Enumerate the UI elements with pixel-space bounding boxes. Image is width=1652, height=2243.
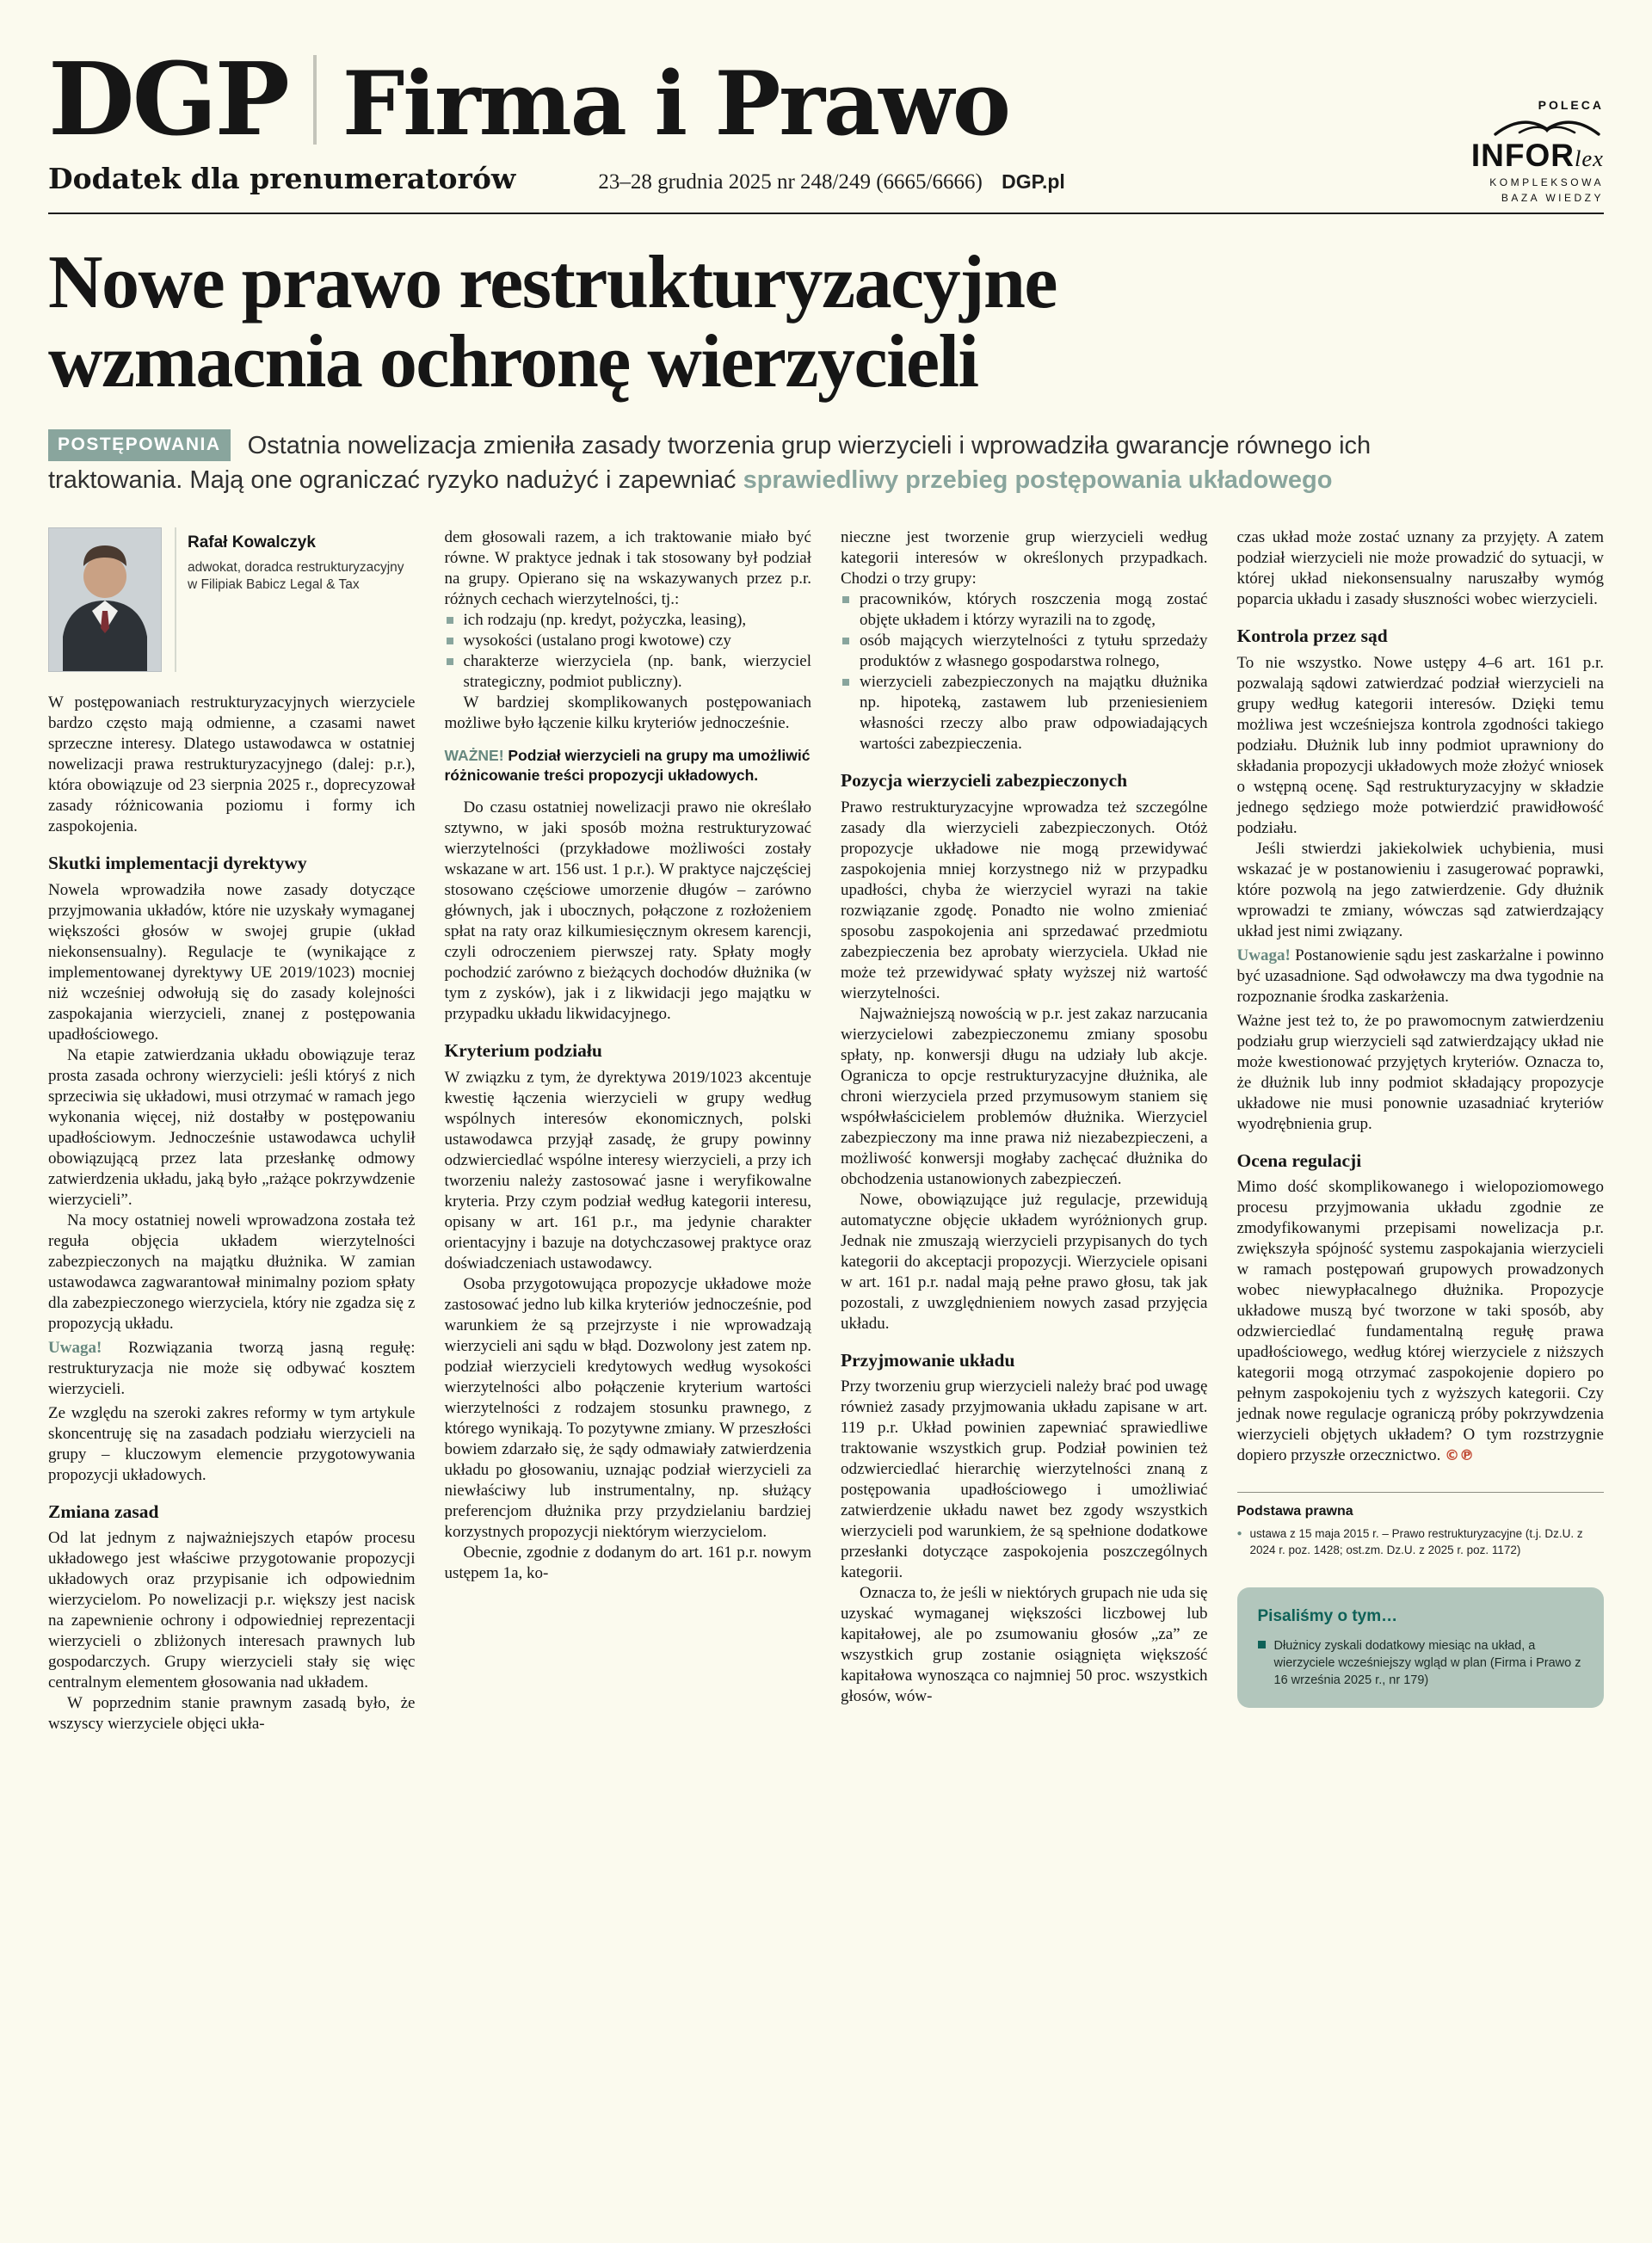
infor-wordmark: INFOR (1470, 138, 1575, 174)
article-paragraph (1237, 946, 1605, 1008)
article-column-blocks (48, 693, 416, 1735)
article-paragraph (445, 1274, 812, 1543)
article-paragraph (48, 1693, 416, 1735)
article-paragraph (1237, 1177, 1605, 1466)
bullet-list-item (841, 631, 1208, 672)
article-paragraph (48, 1211, 416, 1334)
article-paragraph (48, 1528, 416, 1693)
box-bullet-square-icon (1258, 1641, 1266, 1648)
legal-basis-title: Podstawa prawna (1236, 1504, 1353, 1519)
paragraph-text: Podział wierzycieli na grupy ma umożliwić różnicowanie treści propozycji układowych. (444, 746, 811, 784)
article-paragraph (445, 693, 812, 734)
author-meta (175, 527, 416, 672)
paragraph-text: Nowe, obowiązujące już regulacje, przewidują automatyczne objęcie układem wyróżnionych grup. Jednak nie zmuszają wierzycieli przypisanych do tych kategorii do akceptacji propozycji. Wierzyciele opisani w art. 161 p.r. nadal mają pełne prawo głosu, tak jak pozostali, z uwzględnieniem nowych zasad przyjęcia układu. (841, 1190, 1208, 1333)
paragraph-text: Na mocy ostatniej noweli wprowadzona została też reguła objęcia układem wierzytelności zabezpieczonych na majątku dłużnika. W zamian ustawodawca zagwarantował minimalny poziom spłaty dla zabezpieczonego wierzyciela, który nie zgadza się z propozycją układu. (48, 1211, 416, 1333)
issue-date: 23–28 grudnia 2025 nr 248/249 (6665/6666) (598, 170, 983, 194)
article-subhead: Kontrola przez sąd (1236, 625, 1388, 646)
paragraph-text: dem głosowali razem, a ich traktowanie miało być równe. W praktyce jednak i tak stosowany był podział na grupy. Opierano się na wskazywanych przez p.r. różnych cechach wierzytelności, tj.: (444, 527, 811, 608)
article-paragraph (1237, 839, 1605, 942)
bullet-text: ich rodzaju (np. kredyt, pożyczka, leasing), (463, 610, 747, 629)
paragraph-text: Postanowienie sądu jest zaskarżalne i powinno być uzasadnione. Sąd odwoławczy ma dwa tygodnie na rozpoznanie środka zaskarżenia. (1236, 946, 1604, 1006)
bullet-text: wysokości (ustalano progi kwotowe) czy (463, 631, 731, 650)
paragraph-text: Prawo restrukturyzacyjne wprowadza też szczególne zasady dla wierzycieli zabezpieczonych. Otóż propozycje układowe nie mogą przewidywać zaspokojenia mniej korzystnego niż w przypadku upadłości, chyba że wierzyciel wyrazi na takie rozwiązanie zgodę. Ponadto nie wolno zmieniać sposobu zaspokojenia ani sprzedawać przedmiotu zabezpieczenia bez aprobaty wierzyciela. Układ nie może też przewidywać spłaty wyższej niż wartość wierzytelności. (841, 798, 1208, 1002)
headline: Nowe prawo restrukturyzacyjne wzmacnia ochronę wierzycieli (48, 241, 1057, 404)
lead-text: Ostatnia nowelizacja zmieniła zasady tworzenia grup wierzycieli i wprowadziła gwarancje równego ich traktowania. Mają one ograniczać ryzyko nadużyć i zapewniać (48, 431, 1372, 495)
masthead-subrow (48, 162, 1184, 195)
inforlex-logo (1389, 139, 1604, 173)
bullet-text: osób mających wierzytelności z tytułu sprzedaży produktów z własnego gospodarstwa rolnego, (860, 631, 1208, 670)
article-paragraph (1237, 653, 1605, 839)
paragraph-text: W postępowaniach restrukturyzacyjnych wierzyciele bardzo często mają odmienne, a czasami nawet sprzeczne interesy. Dlatego ustawodawca w ostatniej nowelizacji prawa restrukturyzacyjnego (dalej: p.r.), która obowiązuje od 23 sierpnia 2025 r., doprecyzował zasady różnicowania poziomu i formy ich zaspokojenia. (48, 693, 416, 835)
lead-highlight: sprawiedliwy przebieg postępowania układowego (743, 466, 1333, 495)
related-article-box (1237, 1587, 1605, 1708)
article-paragraph (841, 1004, 1208, 1190)
paragraph-text: nieczne jest tworzenie grup wierzycieli według kategorii interesów w określonych przypadkach. Chodzi o trzy grupy: (841, 527, 1208, 588)
bullet-list-item (445, 631, 812, 651)
legal-basis-item (1237, 1526, 1605, 1557)
paragraph-text: Mimo dość skomplikowanego i wielopoziomowego procesu przyjmowania układu zgodnie ze zmodyfikowanymi przepisami nowelizacja p.r. zwiększyła spójność systemu zaspokajania wierzycieli w ramach postępowań grupowych prowadzonych wobec niewypłacalnego dłużnika. Propozycje układowe muszą być tworzone w taki sposób, aby odzwierciedlać fundamentalną regułę prawa upadłościowego, według której wierzyciele z niższych kategorii mogą otrzymać zaspokojenie dopiero po pełnym zaspokojeniu tych z wyższych kategorii. Czy jednak nowe regulacje ograniczą próby pokrzywdzenia wierzycieli objętych układem? O tym rozstrzygnie dopiero przyszłe orzecznictwo. (1236, 1178, 1604, 1465)
article-column (48, 527, 416, 1735)
tagline-line2: BAZA WIEDZY (1501, 191, 1604, 204)
legal-basis (1237, 1492, 1605, 1557)
author-role: adwokat, doradca restrukturyzacyjny w Filipiak Babicz Legal & Tax (188, 559, 404, 593)
bullet-text: charakterze wierzyciela (np. bank, wierzyciel strategiczny, podmiot publiczny). (463, 651, 811, 691)
article-column (445, 527, 812, 1735)
emphasis-label: Uwaga! (48, 1338, 102, 1357)
paragraph-text: To nie wszystko. Nowe ustępy 4–6 art. 161 p.r. pozwalają sądowi zatwierdzać podział wierzycieli na grupy według kategorii interesów. Dzięki temu możliwa jest wcześniejsza kontrola zgodności takiego podziału. Dłużnik lub inny podmiot uprawniony do składania propozycji układowych może złożyć wniosek o wstępną ocenę. Sąd restrukturyzacyjny w składzie jednego sędziego może potwierdzić prawidłowość podziału. (1236, 653, 1604, 837)
inforlex-promo (1389, 98, 1604, 206)
article-subhead: Kryterium podziału (444, 1039, 602, 1061)
paragraph-text: Na etapie zatwierdzania układu obowiązuje teraz prosta zasada ochrony wierzycieli: jeśli któryś z nich sprzeciwia się układowi, musi otrzymać w ramach jego wykonania więcej, niż dostałby w postępowaniu upadłościowym. Jednocześnie ustawodawca uchylił obowiązującą przez lata przesłankę odmowy zatwierdzenia układu, jaką było „rażące pokrzywdzenie wierzycieli”. (48, 1045, 416, 1209)
issue-info (598, 170, 1064, 194)
paragraph-text: Osoba przygotowująca propozycje układowe może zastosować jedno lub kilka kryteriów jednocześnie, pod warunkiem że są przejrzyste i nie wprowadzają wierzycieli ani sądu w błąd. Dozwolony jest zatem np. podział wierzycieli kredytowych według wysokości wierzytelności albo połączenie kryterium wartości wierzytelności z rodzajem stosunku prawnego, z którego wynikają. To pozytywne zmiany. W przeszłości bowiem zdarzało się, że sądy odmawiały zatwierdzenia układu po głosowaniu, uznając podział wierzycieli za niewłaściwy lub instrumentalny, np. służący preferencjom dłużnika przy przydzielaniu bardziej korzystnych propozycji niektórym wierzycielom. (444, 1274, 811, 1541)
article-subhead: Zmiana zasad (48, 1500, 159, 1522)
article-column-blocks (1237, 527, 1605, 1466)
article-column (841, 527, 1208, 1735)
paragraph-text: W bardziej skomplikowanych postępowaniach możliwe było łączenie kilku kryteriów jednocześnie. (444, 693, 811, 732)
paragraph-text: Najważniejszą nowością w p.r. jest zakaz narzucania wierzycielowi zabezpieczonemu zmiany sposobu spłaty, np. konwersji długu na udziały lub akcje. Ogranicza to opcje restrukturyzacyjne dłużnika, ale chroni wierzyciela przed przymusowym staniem się współwłaścicielem problemów dłużnika. Wierzyciel zabezpieczony ma inne prawa niż niezabezpieczeni, a możliwość konwersji mogłaby zachęcać dłużnika do obchodzenia ustanowionych zabezpieczeń. (841, 1004, 1208, 1188)
site-link[interactable]: DGP.pl (1002, 170, 1065, 193)
inforlex-tagline (1389, 176, 1604, 206)
paragraph-text: Ze względu na szeroki zakres reformy w tym artykule skoncentruję się na zasadach podziału wierzycieli na grupy – kluczowym elemencie przygotowywania propozycji układowych. (48, 1403, 416, 1484)
lex-wordmark: lex (1574, 145, 1604, 172)
bullet-list-item (841, 589, 1208, 631)
legal-bullet-icon: ● (1236, 1529, 1242, 1539)
paragraph-text: W poprzednim stanie prawnym zasadą było, że wszyscy wierzyciele objęci ukła- (48, 1694, 416, 1734)
paragraph-text: Nowela wprowadziła nowe zasady dotyczące przyjmowania układów, które nie uzyskały wymaganej większości głosów w swojej grupie (układ niekonsensualny). Regulacje te (wynikające z implementowanej dyrektywy UE 2019/1023) mocniej niż wcześniej odwołują się do zasady kolejności zaspokajania wierzycieli, znanej z postępowania upadłościowego. (48, 880, 416, 1044)
paragraph-text: Ważne jest też to, że po prawomocnym zatwierdzeniu podziału grup wierzycieli sąd zatwierdzający układ nie może kwestionować przyjętych kryteriów. Oznacza to, że dłużnik lub inny podmiot składający propozycje układowe nie musi ponownie uzasadniać kryteriów wyodrębnienia grup. (1236, 1011, 1604, 1133)
article-column-blocks (445, 527, 812, 1584)
paragraph-text: Oznacza to, że jeśli w niektórych grupach nie uda się uzyskać wymaganej większości liczbowej lub kapitałowej, ale po zsumowaniu głosów „za” ze wszystkich grup zostanie osiągnięta większość kapitałowa wynosząca co najmniej 50 proc. wszystkich głosów, wów- (841, 1584, 1208, 1706)
section-tag: POSTĘPOWANIA (48, 429, 231, 461)
article-paragraph (48, 880, 416, 1045)
bullet-list-item (445, 610, 812, 631)
article-subhead: Skutki implementacji dyrektywy (48, 852, 307, 873)
article-subhead: Pozycja wierzycieli zabezpieczonych (841, 769, 1128, 791)
related-box-title: Pisaliśmy o tym… (1257, 1606, 1398, 1625)
article-paragraph (48, 1403, 416, 1486)
article-paragraph (1237, 1011, 1605, 1135)
paragraph-text: Obecnie, zgodnie z dodanym do art. 161 p.r. nowym ustępem 1a, ko- (444, 1543, 811, 1582)
paragraph-text: Rozwiązania tworzą jasną regułę: restrukturyzacja nie może się odbywać kosztem wierzycieli. (48, 1338, 416, 1398)
article-paragraph (445, 1068, 812, 1274)
author-photo (48, 527, 162, 672)
author-portrait-image (49, 528, 161, 671)
related-box-item[interactable] (1258, 1637, 1584, 1689)
bullet-square-icon (447, 617, 453, 624)
article-paragraph (841, 1583, 1208, 1707)
article-column (1237, 527, 1605, 1735)
bullet-square-icon (447, 638, 453, 644)
article-paragraph (445, 798, 812, 1025)
related-box-text: Dłużnicy zyskali dodatkowy miesiąc na układ, a wierzyciele wcześniejszy wgląd w plan (Firma i Prawo z 16 września 2025 r., nr 179) (1273, 1638, 1581, 1687)
paragraph-text: Przy tworzeniu grup wierzycieli należy brać pod uwagę również zasady przyjmowania układu zapisane w art. 119 p.r. Układ powinien zapewniać sprawiedliwe traktowanie wszystkich grup. Podział powinien też odzwierciedlać hierarchię wierzytelności znaną z postępowania upadłościowego i umożliwiać zatwierdzenie układu nawet bez zgody wszystkich wierzycieli pod warunkiem, że są spełnione dodatkowe przesłanki dotyczące zaspokojenia poszczególnych kategorii. (841, 1377, 1208, 1582)
bullet-square-icon (842, 638, 849, 644)
article-paragraph (841, 798, 1208, 1004)
dgp-logo: DGP (48, 41, 287, 158)
tagline-line1: KOMPLEKSOWA (1489, 176, 1604, 189)
masthead (48, 41, 1604, 214)
supplement-title: Firma i Prawo (342, 52, 1009, 156)
article-paragraph (48, 1045, 416, 1211)
poleca-label: POLECA (1538, 98, 1604, 113)
article-paragraph (445, 527, 812, 610)
emphasis-label: WAŻNE! (444, 746, 504, 764)
lead-paragraph (48, 428, 1459, 498)
subscriber-note: Dodatek dla prenumeratorów (48, 162, 516, 195)
article-paragraph (841, 1190, 1208, 1334)
article-column-blocks (841, 527, 1208, 1707)
paragraph-text: W związku z tym, że dyrektywa 2019/1023 akcentuje kwestię łączenia wierzycieli w grupy według wspólnych interesów ekonomicznych, polski ustawodawca przyjął zasadę, że grupy powinny odzwierciedlać wspólne interesy wierzycieli, a przy ich tworzeniu należy zastosować jasne i weryfikowalne kryteria. Przy czym podział według kategorii interesu, opisany w art. 161 p.r., ma jedynie charakter orientacyjny i bazuje na dotychczasowej praktyce oraz doświadczeniach ustawodawcy. (444, 1068, 811, 1272)
article-paragraph (1237, 527, 1605, 610)
infor-bird-icon (1490, 114, 1604, 138)
bullet-list-item (445, 651, 812, 693)
paragraph-text: Jeśli stwierdzi jakiekolwiek uchybienia, musi wskazać je w postanowieniu i zasugerować poprawki, które pozwolą na jego zatwierdzenie. Gdy dłużnik wprowadzi te zmiany, wówczas sąd zatwierdzający układ jest nimi związany. (1236, 839, 1604, 940)
bullet-text: pracowników, których roszczenia mogą zostać objęte układem i którzy wyrazili na to zgodę, (860, 589, 1208, 629)
article-columns (48, 527, 1604, 1735)
article (48, 243, 1604, 1735)
article-subhead: Przyjmowanie układu (841, 1349, 1015, 1371)
article-paragraph (48, 1338, 416, 1400)
bullet-text: wierzycieli zabezpieczonych na majątku dłużnika np. hipoteką, zastawem lub przeniesieniem własności rzeczy albo praw odpowiadających wartości zabezpieczenia. (860, 672, 1208, 753)
paragraph-text: Od lat jednym z najważniejszych etapów procesu układowego jest właściwe przygotowanie propozycji układowych oraz przypisanie ich odpowiednim wierzycielom. Po nowelizacji p.r. większy jest nacisk na zapewnienie ochrony i odpowiedniej reprezentacji wierzycieli o zbliżonych interesach prawnych lub gospodarczych. Grupy wierzycieli stały się więc centralnym elementem głosowania nad układem. (48, 1529, 416, 1692)
bullet-square-icon (842, 679, 849, 686)
paragraph-text: czas układ może zostać uznany za przyjęty. A zatem podział wierzycieli nie może prowadzić do sytuacji, w której układ niekonsensualny naruszałby wymóg poparcia układu i zasady słuszności wobec wierzycieli. (1236, 527, 1604, 608)
author-byline (48, 527, 416, 672)
paragraph-text: Do czasu ostatniej nowelizacji prawo nie określało sztywno, w jaki sposób można restrukturyzować wierzytelności (przykładowe możliwości zostały wskazane w art. 156 ust. 1 p.r.). W praktyce najczęściej stosowano częściowe umorzenie długów – zarówno głównych, jak i ubocznych, połączone z rozłożeniem spłat na raty oraz kilkumiesięcznym okresem karencji, czyli odroczeniem pierwszej raty. Spłaty mogły pochodzić zarówno z bieżących dochodów dłużnika (w tym z zysków), jak i z likwidacji jego majątku w przypadku układu likwidacyjnego. (444, 798, 811, 1023)
emphasis-label: Uwaga! (1236, 946, 1291, 964)
article-subhead: Ocena regulacji (1236, 1149, 1362, 1171)
copyright-mark: ©℗ (1445, 1447, 1475, 1465)
article-paragraph (445, 1543, 812, 1584)
article-paragraph (841, 527, 1208, 589)
legal-basis-text: ustawa z 15 maja 2015 r. – Prawo restrukturyzacyjne (t.j. Dz.U. z 2024 r. poz. 1428; ost.zm. Dz.U. z 2025 r. poz. 1172) (1249, 1527, 1583, 1556)
masthead-divider (313, 55, 317, 145)
bullet-square-icon (447, 658, 453, 665)
article-paragraph (445, 746, 812, 786)
article-paragraph (48, 693, 416, 837)
author-name: Rafał Kowalczyk (188, 533, 316, 552)
bullet-square-icon (842, 596, 849, 603)
bullet-list-item (841, 672, 1208, 755)
article-paragraph (841, 1377, 1208, 1583)
